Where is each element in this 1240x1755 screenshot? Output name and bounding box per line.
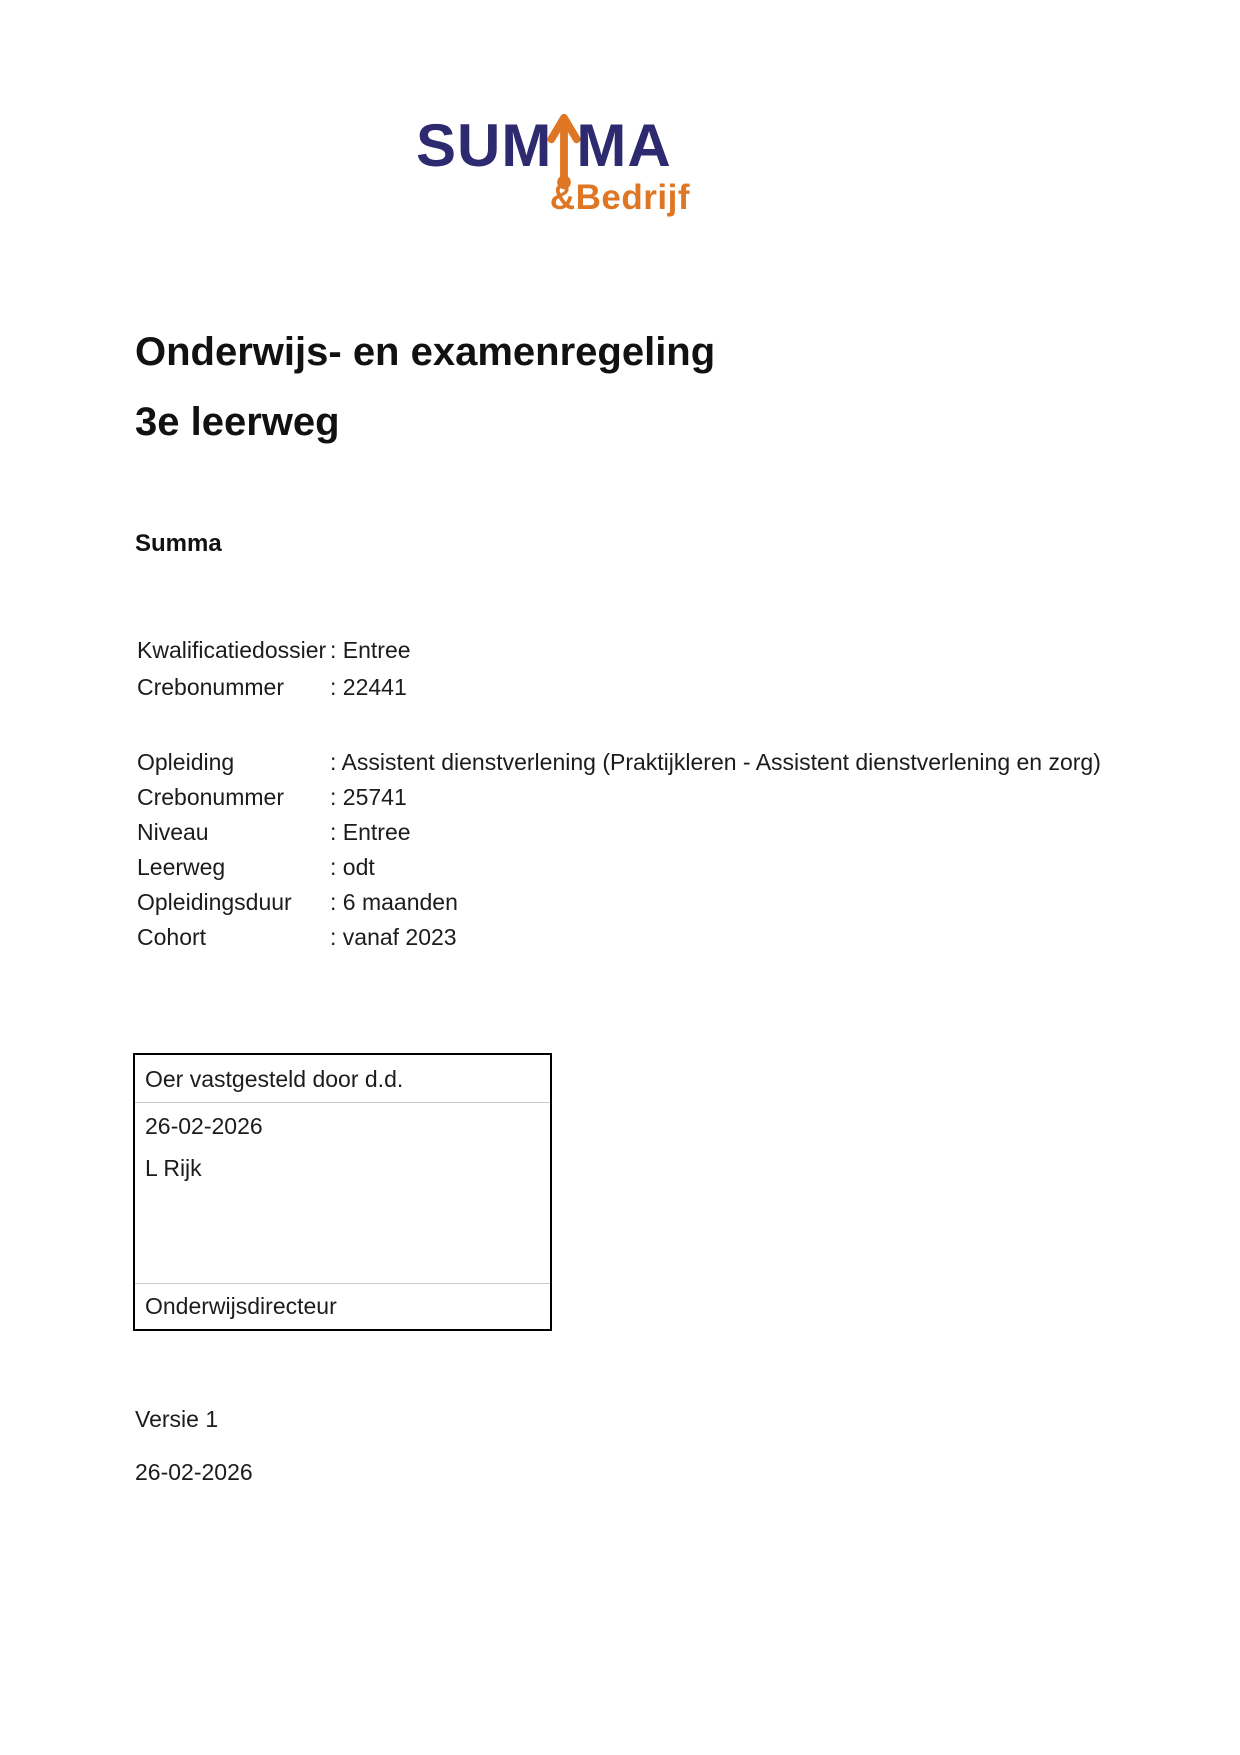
info-value: : Assistent dienstverlening (Praktijkleren - Assistent dienstverlening en zorg) <box>330 749 1101 775</box>
info-row <box>137 669 1140 706</box>
info-row <box>137 780 1140 815</box>
info-row <box>137 745 1140 780</box>
summa-logo <box>416 112 706 218</box>
info-label: Cohort <box>137 924 207 950</box>
info-row <box>137 632 1140 669</box>
info-value: : 22441 <box>330 674 407 700</box>
logo-tagline: &Bedrijf <box>549 178 690 217</box>
info-value: : Entree <box>330 819 411 845</box>
info-label: Niveau <box>137 819 209 845</box>
approval-table <box>133 1053 552 1331</box>
program-info <box>137 745 1140 955</box>
info-value: : vanaf 2023 <box>330 924 457 950</box>
approval-footer-cell: Onderwijsdirecteur <box>135 1283 550 1329</box>
doc-title-line2: 3e leerweg <box>135 400 340 444</box>
info-row <box>137 850 1140 885</box>
approval-name: L Rijk <box>145 1155 202 1181</box>
approval-body-cell <box>135 1103 550 1283</box>
info-row <box>137 920 1140 955</box>
info-value: : Entree <box>330 637 411 663</box>
info-label: Crebonummer <box>137 784 284 810</box>
wordmark-part1: SUM <box>416 112 553 179</box>
info-value: : 6 maanden <box>330 889 458 915</box>
info-value: : odt <box>330 854 375 880</box>
info-row <box>137 815 1140 850</box>
version-date: 26-02-2026 <box>135 1459 253 1485</box>
info-label: Opleidingsduur <box>137 889 292 915</box>
info-label: Kwalificatiedossier <box>137 637 327 663</box>
info-row <box>137 885 1140 920</box>
approval-date: 26-02-2026 <box>145 1113 263 1139</box>
doc-title-line1: Onderwijs- en examenregeling <box>135 330 716 374</box>
info-value: : 25741 <box>330 784 407 810</box>
info-label: Crebonummer <box>137 674 284 700</box>
qualification-info <box>137 632 1140 706</box>
info-label: Leerweg <box>137 854 226 880</box>
section-heading-summa: Summa <box>135 530 222 557</box>
version-text: Versie 1 <box>135 1406 219 1432</box>
approval-header-cell: Oer vastgesteld door d.d. <box>135 1055 550 1103</box>
wordmark-part2: MA <box>576 112 672 179</box>
info-label: Opleiding <box>137 749 235 775</box>
